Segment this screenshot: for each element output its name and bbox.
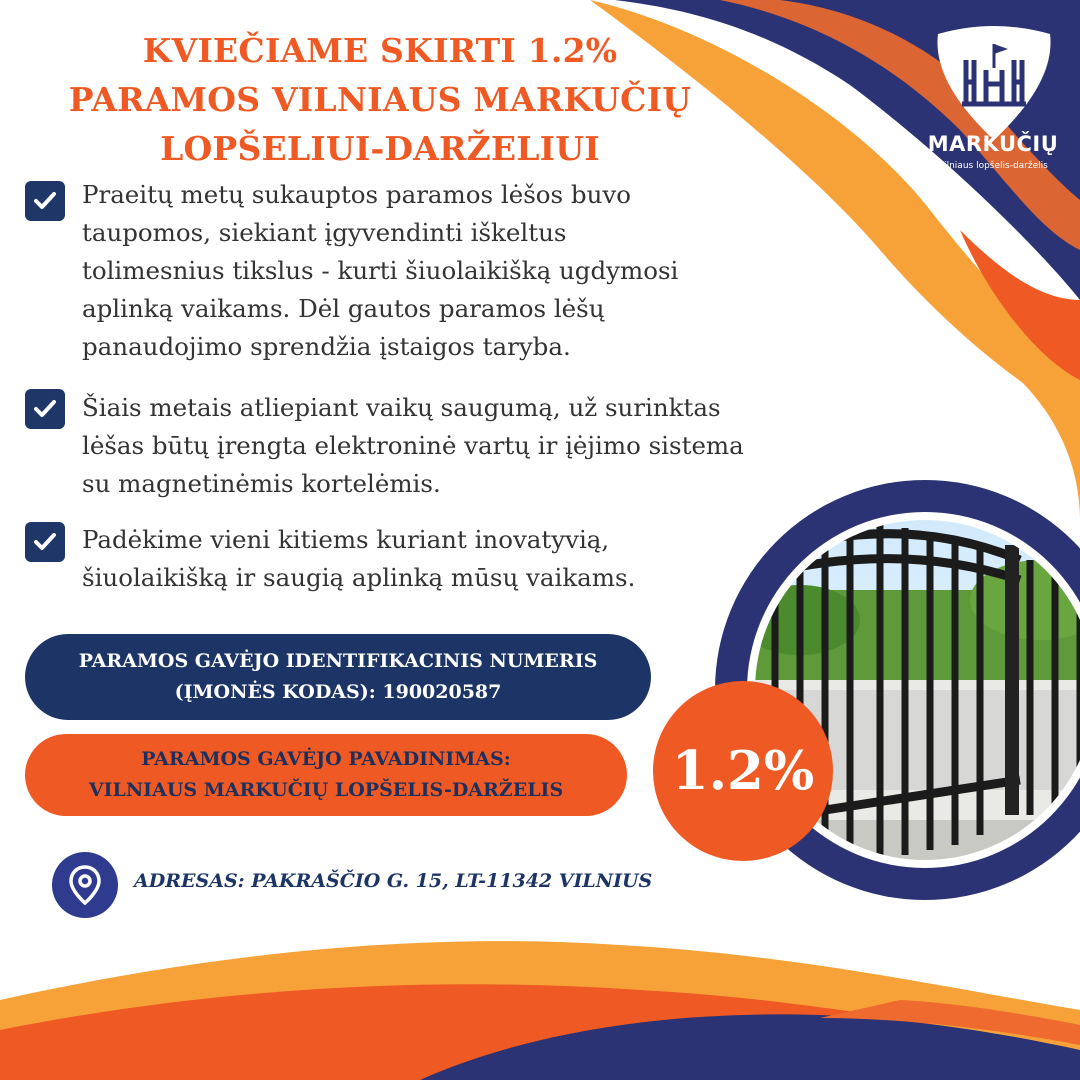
- check-icon: [25, 389, 65, 429]
- bullet-item-2: [82, 389, 744, 503]
- check-icon: [25, 181, 65, 221]
- bullet-3-line: šiuolaikišką ir saugią aplinką mūsų vaikams.: [82, 563, 636, 592]
- page-title: [40, 26, 720, 173]
- recipient-name-box: [25, 734, 627, 816]
- bullet-1-line: taupomos, siekiant įgyvendinti iškeltus: [82, 218, 567, 247]
- location-pin-icon: [52, 852, 118, 918]
- bullet-2-line: lėšas būtų įrengta elektroninė vartų ir įėjimo sistema: [82, 431, 744, 460]
- bullet-3-line: Padėkime vieni kitiems kuriant inovatyvią,: [82, 525, 610, 554]
- bullet-1-line: aplinką vaikams. Dėl gautos paramos lėšų: [82, 294, 605, 323]
- castle-logo-icon: [928, 22, 1060, 212]
- bullet-2-line: Šiais metais atliepiant vaikų saugumą, už surinktas: [82, 393, 721, 422]
- recipient-name-line-2: VILNIAUS MARKUČIŲ LOPŠELIS-DARŽELIS: [88, 779, 564, 801]
- orange-wave-right-mid: [1020, 380, 1080, 520]
- title-line-2: PARAMOS VILNIAUS MARKUČIŲ: [68, 80, 692, 119]
- bullet-1-line: panaudojimo sprendžia įstaigos taryba.: [82, 332, 571, 361]
- title-line-1: KVIEČIAME SKIRTI 1.2%: [142, 31, 618, 70]
- address-text: ADRESAS: PAKRAŠČIO G. 15, LT-11342 VILNIUS: [134, 870, 653, 892]
- recipient-name-line-1: PARAMOS GAVĖJO PAVADINIMAS:: [141, 748, 511, 770]
- recipient-id-line-2: (ĮMONĖS KODAS): 190020587: [174, 681, 502, 703]
- title-line-3: LOPŠELIUI-DARŽELIUI: [160, 129, 600, 168]
- recipient-id-line-1: PARAMOS GAVĖJO IDENTIFIKACINIS NUMERIS: [78, 650, 598, 672]
- check-icon: [25, 522, 65, 562]
- recipient-id-box: [25, 634, 651, 720]
- bullet-item-1: [82, 176, 678, 366]
- logo-name: MARKUČIŲ: [927, 132, 1059, 156]
- bullet-item-3: [82, 521, 635, 597]
- bullet-1-line: tolimesnius tikslus - kurti šiuolaikišką ugdymosi: [82, 256, 679, 285]
- logo-subtitle: Vilniaus lopšelis-darželis: [938, 161, 1048, 171]
- bullet-1-line: Praeitų metų sukauptos paramos lėšos buvo: [82, 180, 631, 209]
- percent-badge: 1.2%: [653, 681, 833, 861]
- bullet-2-line: su magnetinėmis kortelėmis.: [82, 469, 441, 498]
